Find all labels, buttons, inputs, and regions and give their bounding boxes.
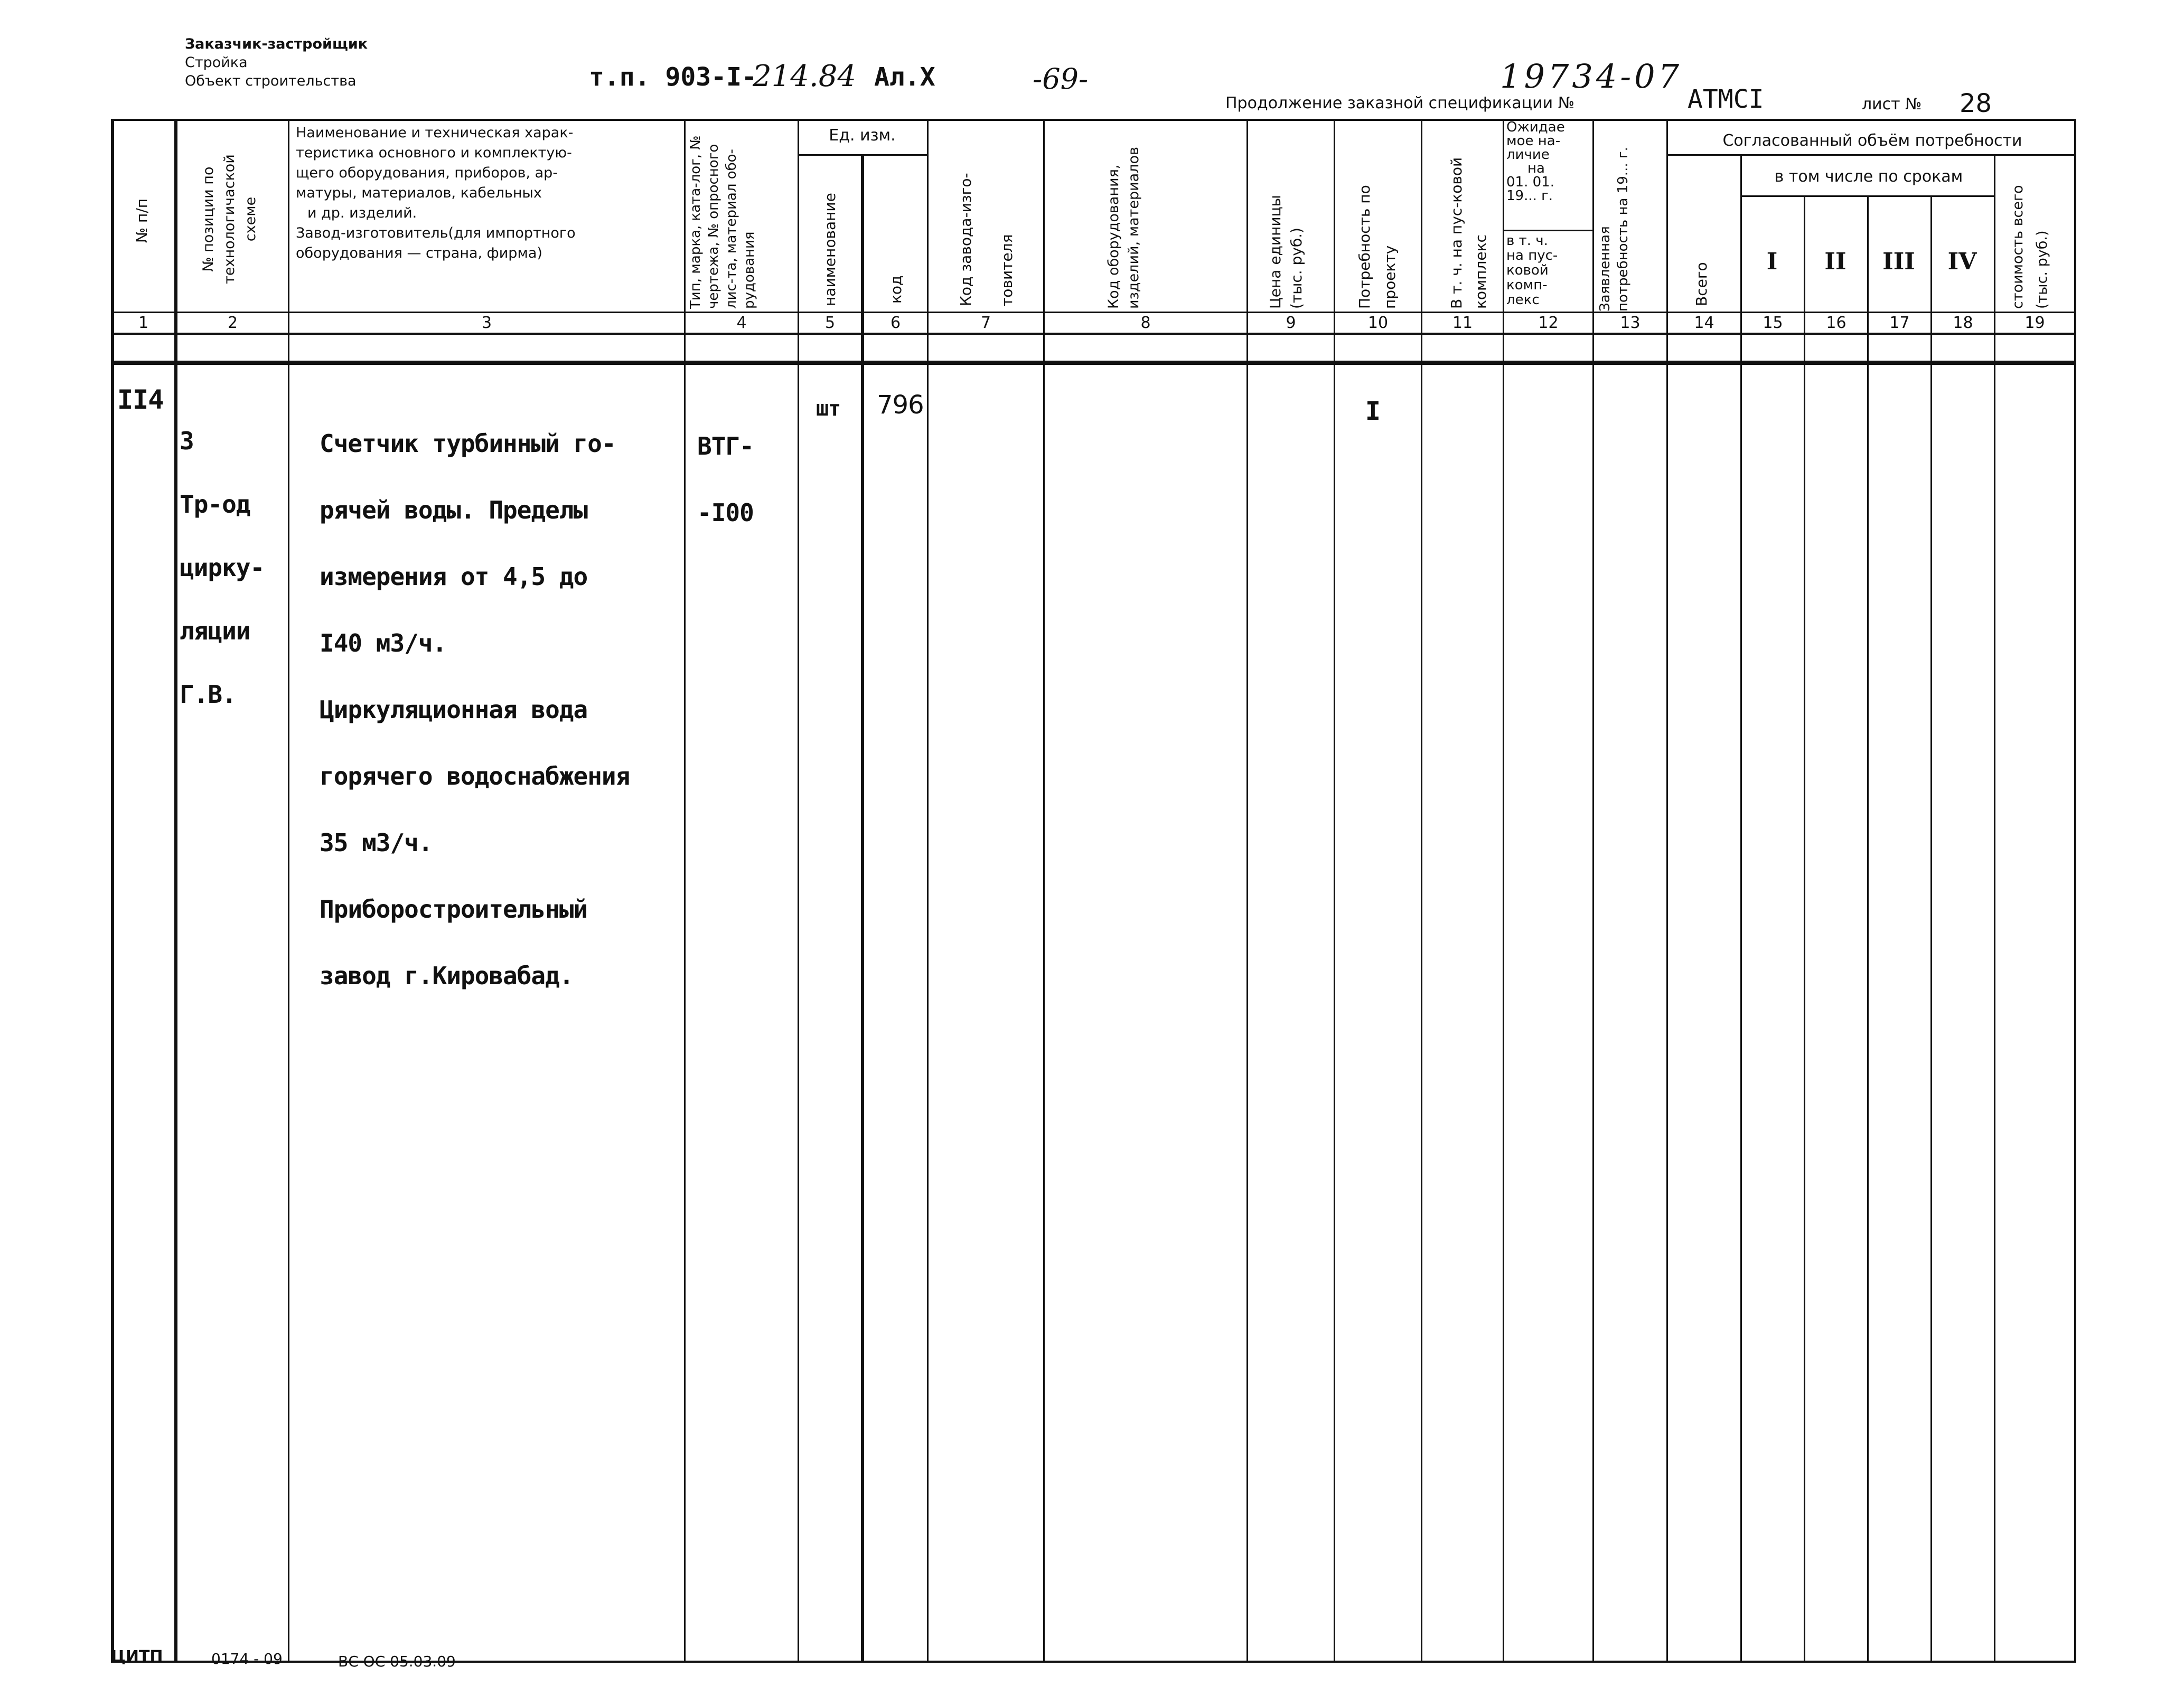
project-ref: т.п. 903-I- xyxy=(589,62,757,92)
col4-header: Тип, марка, ката-лог, № чертежа, № опросного лис-та, материал обо-рудования xyxy=(688,135,757,309)
footer-stamp: ВС ОС 05.03.09 xyxy=(338,1653,456,1670)
row-position-line-1: 3 xyxy=(180,427,194,455)
col-border-4 xyxy=(798,119,799,1663)
colnum-1: 1 xyxy=(138,314,149,332)
col-border-9 xyxy=(1334,119,1335,1663)
col12-top-line-6: 19... г. xyxy=(1506,188,1553,204)
row-description-line-6: горячего водоснабжения xyxy=(320,762,630,790)
colnum-6: 6 xyxy=(890,314,901,332)
col3-line-1: Наименование и техническая харак- xyxy=(296,125,574,141)
colnum-4: 4 xyxy=(736,314,747,332)
construction-label: Стройка xyxy=(185,54,248,71)
body-top-line xyxy=(111,361,2076,365)
col3-line-6: Завод-изготовитель(для импортного xyxy=(296,225,576,241)
col12-header-bottom xyxy=(1506,233,1558,307)
col10-header: Потребность по проекту xyxy=(1356,185,1399,309)
col12-bottom-line-1: в т. ч. xyxy=(1506,233,1548,249)
row-description-line-7: 35 м3/ч. xyxy=(320,828,433,857)
col12-bottom-line-4: комп- xyxy=(1506,277,1548,293)
col15-header: I xyxy=(1766,248,1778,275)
col-border-18 xyxy=(1994,154,1995,1663)
object-label: Объект строительства xyxy=(185,73,357,89)
col12-bottom-line-3: ковой xyxy=(1506,262,1549,278)
row-position-line-5: Г.В. xyxy=(180,680,236,709)
col12-top-line-5: 01. 01. xyxy=(1506,174,1554,190)
colnum-8: 8 xyxy=(1140,314,1151,332)
row-description-line-3: измерения от 4,5 до xyxy=(320,562,588,591)
col3-line-2: теристика основного и комплектую- xyxy=(296,145,572,161)
row-position-line-2: Тр-од xyxy=(180,490,250,519)
row-number: II4 xyxy=(117,384,164,415)
col17-header: III xyxy=(1882,248,1915,275)
col3-line-7: оборудования — страна, фирма) xyxy=(296,245,542,261)
row-unit-name: шт xyxy=(816,397,841,421)
col12-top-line-4: на xyxy=(1527,161,1545,176)
col13-header: Заявленная потребность на 19... г. xyxy=(1597,147,1631,312)
row-position-line-4: ляции xyxy=(180,617,250,645)
colnum-13: 13 xyxy=(1620,314,1641,332)
row-position xyxy=(180,388,264,726)
col-border-14 xyxy=(1740,154,1742,1663)
document-number: 19734-07 xyxy=(1500,57,1683,96)
col-border-3 xyxy=(684,119,686,1663)
album-number: Ал.X xyxy=(874,62,935,92)
row-type xyxy=(697,391,754,546)
col12-header-top xyxy=(1506,120,1565,203)
spec-code: АТМСI xyxy=(1688,84,1764,114)
footer-code: 0174 - 09 xyxy=(211,1650,283,1667)
row-description xyxy=(320,388,630,1009)
col2-header: № позиции по технологичаской схеме xyxy=(200,154,259,284)
col-border-10 xyxy=(1421,119,1422,1663)
col-border-12 xyxy=(1592,119,1594,1663)
row-description-line-1: Счетчик турбинный го- xyxy=(320,429,616,458)
col5-header: наименование xyxy=(821,193,839,306)
row-description-line-4: I40 м3/ч. xyxy=(320,629,447,657)
col-border-2 xyxy=(288,119,289,1663)
col-border-15 xyxy=(1804,195,1805,1663)
number-row-line xyxy=(111,333,2076,335)
col-border-0 xyxy=(111,119,114,1663)
sheet-label: лист № xyxy=(1862,95,1922,114)
col8-header: Код оборудования, изделий, материалов xyxy=(1105,147,1142,309)
col-border-17 xyxy=(1930,195,1932,1663)
colnum-2: 2 xyxy=(227,314,238,332)
col12-bottom-line-5: лекс xyxy=(1506,292,1540,308)
col6-header: код xyxy=(887,275,905,304)
sheet-number: 28 xyxy=(1960,89,1992,118)
footer-org: ЦИТП xyxy=(111,1647,163,1666)
colnum-12: 12 xyxy=(1538,314,1559,332)
col-border-16 xyxy=(1867,195,1869,1663)
col-border-5 xyxy=(861,154,864,1663)
client-label: Заказчик-застройщик xyxy=(185,36,368,52)
col12-bottom-line-2: на пус- xyxy=(1506,248,1558,263)
col-border-19 xyxy=(2074,119,2076,1663)
continuation-label: Продолжение заказной спецификации № xyxy=(1225,94,1574,112)
row-description-line-9: завод г.Кировабад. xyxy=(320,962,574,990)
colnum-18: 18 xyxy=(1953,314,1973,332)
colnum-14: 14 xyxy=(1694,314,1714,332)
col7-header: Код завода-изго-товителя xyxy=(957,173,1016,306)
col16-header: II xyxy=(1824,248,1846,275)
unit-group-header: Ед. изм. xyxy=(829,126,896,145)
row-unit-code: 796 xyxy=(877,390,924,420)
col11-header: В т. ч. на пус-ковой комплекс xyxy=(1448,157,1489,309)
colnum-16: 16 xyxy=(1826,314,1846,332)
row-position-line-3: цирку- xyxy=(180,553,265,582)
row-type-line-1: ВТГ- xyxy=(697,432,754,460)
colnum-7: 7 xyxy=(980,314,991,332)
row-description-line-2: рячей воды. Пределы xyxy=(320,496,588,524)
colnum-5: 5 xyxy=(824,314,836,332)
col3-line-4: матуры, материалов, кабельных xyxy=(296,185,542,201)
col12-top-line-3: личие xyxy=(1506,147,1550,163)
terms-group-header: в том числе по срокам xyxy=(1774,167,1963,186)
col12-top-line-1: Ожидае xyxy=(1506,119,1565,135)
colnum-11: 11 xyxy=(1452,314,1473,332)
header-bottom-line xyxy=(111,312,2076,313)
col3-header xyxy=(296,123,576,263)
agreed-group-header: Согласованный объём потребности xyxy=(1722,131,2022,150)
colnum-19: 19 xyxy=(2024,314,2045,332)
row-type-line-2: -I00 xyxy=(697,498,754,527)
page-number: -69- xyxy=(1033,62,1089,96)
col-border-7 xyxy=(1043,119,1045,1663)
colnum-15: 15 xyxy=(1763,314,1783,332)
col12-top-line-2: мое на- xyxy=(1506,133,1561,149)
project-ref-handwritten: 214.84 xyxy=(753,59,856,93)
col-border-8 xyxy=(1246,119,1248,1663)
col19-header: стоимость всего (тыс. руб.) xyxy=(2010,185,2050,309)
row-need: I xyxy=(1365,397,1380,426)
colnum-9: 9 xyxy=(1286,314,1296,332)
col3-line-5: и др. изделий. xyxy=(307,205,417,221)
col-border-11 xyxy=(1503,119,1504,1663)
table-top-border xyxy=(111,119,2076,121)
col14-header: Всего xyxy=(1693,262,1710,306)
col-border-6 xyxy=(927,119,929,1663)
col3-line-3: щего оборудования, приборов, ар- xyxy=(296,165,558,181)
col-border-13 xyxy=(1666,119,1668,1663)
col18-header: IV xyxy=(1947,248,1977,275)
row-description-line-8: Приборостроительный xyxy=(320,895,588,924)
colnum-3: 3 xyxy=(481,314,492,332)
row-description-line-5: Циркуляционная вода xyxy=(320,695,588,724)
colnum-17: 17 xyxy=(1889,314,1910,332)
col9-header: Цена единицы (тыс. руб.) xyxy=(1267,195,1305,309)
colnum-10: 10 xyxy=(1367,314,1389,332)
col-border-1 xyxy=(174,119,177,1663)
col12-split-line xyxy=(1503,230,1592,231)
col1-header: № п/п xyxy=(133,198,151,243)
